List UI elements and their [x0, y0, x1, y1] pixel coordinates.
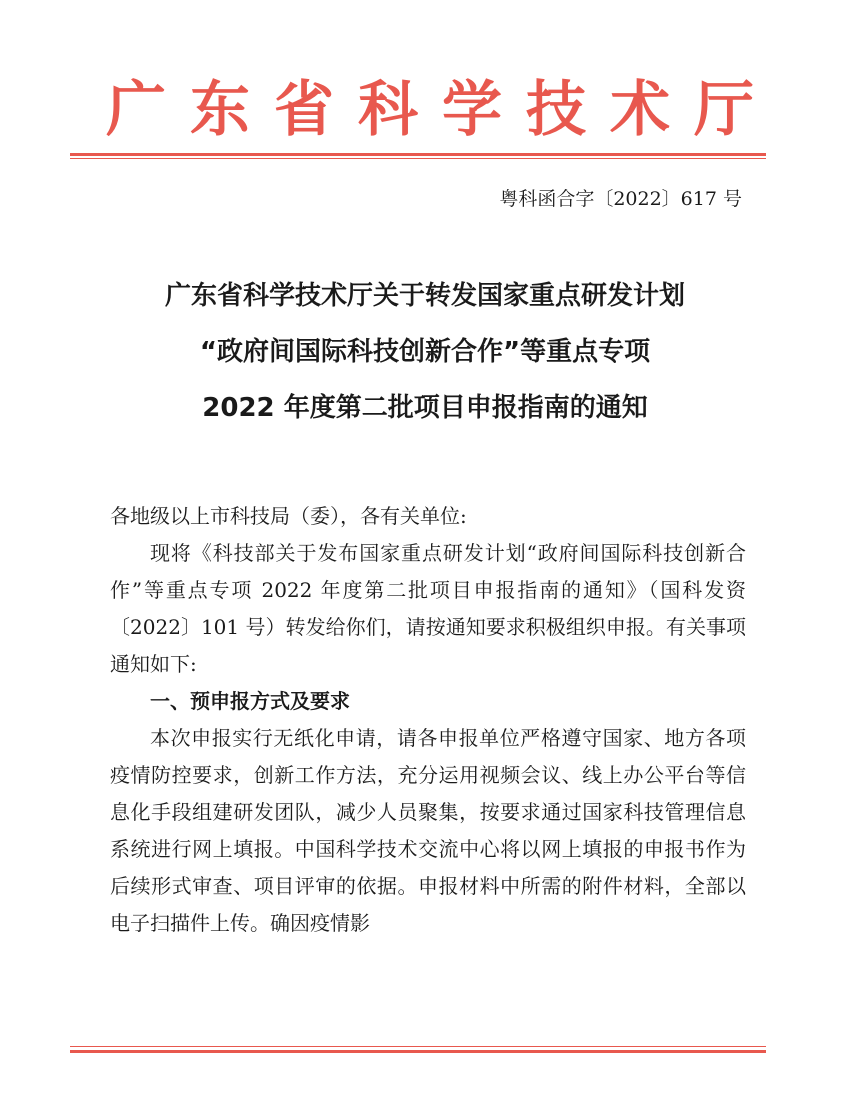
footer-rule-thin — [70, 1046, 766, 1047]
document-title — [70, 268, 780, 436]
paragraph: 本次申报实行无纸化申请，请各申报单位严格遵守国家、地方各项疫情防控要求，创新工作方法，充分运用视频会议、线上办公平台等信息化手段组建研发团队，减少人员聚集，按要求通过国家科技管理信息系统进行网上填报。中国科学技术交流中心将以网上填报的申报书作为后续形式审查、项目评审的依据。申报材料中所需的附件材料，全部以电子扫描件上传。确因疫情影 — [110, 726, 746, 935]
title-line-1: 广东省科学技术厅关于转发国家重点研发计划 — [164, 281, 685, 311]
title-line-2: “政府间国际科技创新合作”等重点专项 — [199, 337, 651, 367]
section-heading: 一、预申报方式及要求 — [150, 689, 350, 713]
document-body — [110, 498, 746, 942]
title-line-3: 2022 年度第二批项目申报指南的通知 — [202, 393, 648, 423]
salutation: 各地级以上市科技局（委），各有关单位: — [110, 504, 467, 528]
letterhead-rule-thick — [70, 153, 766, 156]
agency-letterhead: 广东省科学技术厅 — [106, 75, 778, 145]
letterhead-rule-thin — [70, 158, 766, 159]
footer-rule-thick — [70, 1050, 766, 1053]
document-number: 粤科函合字〔2022〕617 号 — [499, 188, 742, 210]
paragraph: 现将《科技部关于发布国家重点研发计划“政府间国际科技创新合作”等重点专项 2022 年度第二批项目申报指南的通知》（国科发资〔2022〕101 号）转发给你们，请按通知要求积极组织申报。有关事项通知如下: — [110, 541, 746, 676]
